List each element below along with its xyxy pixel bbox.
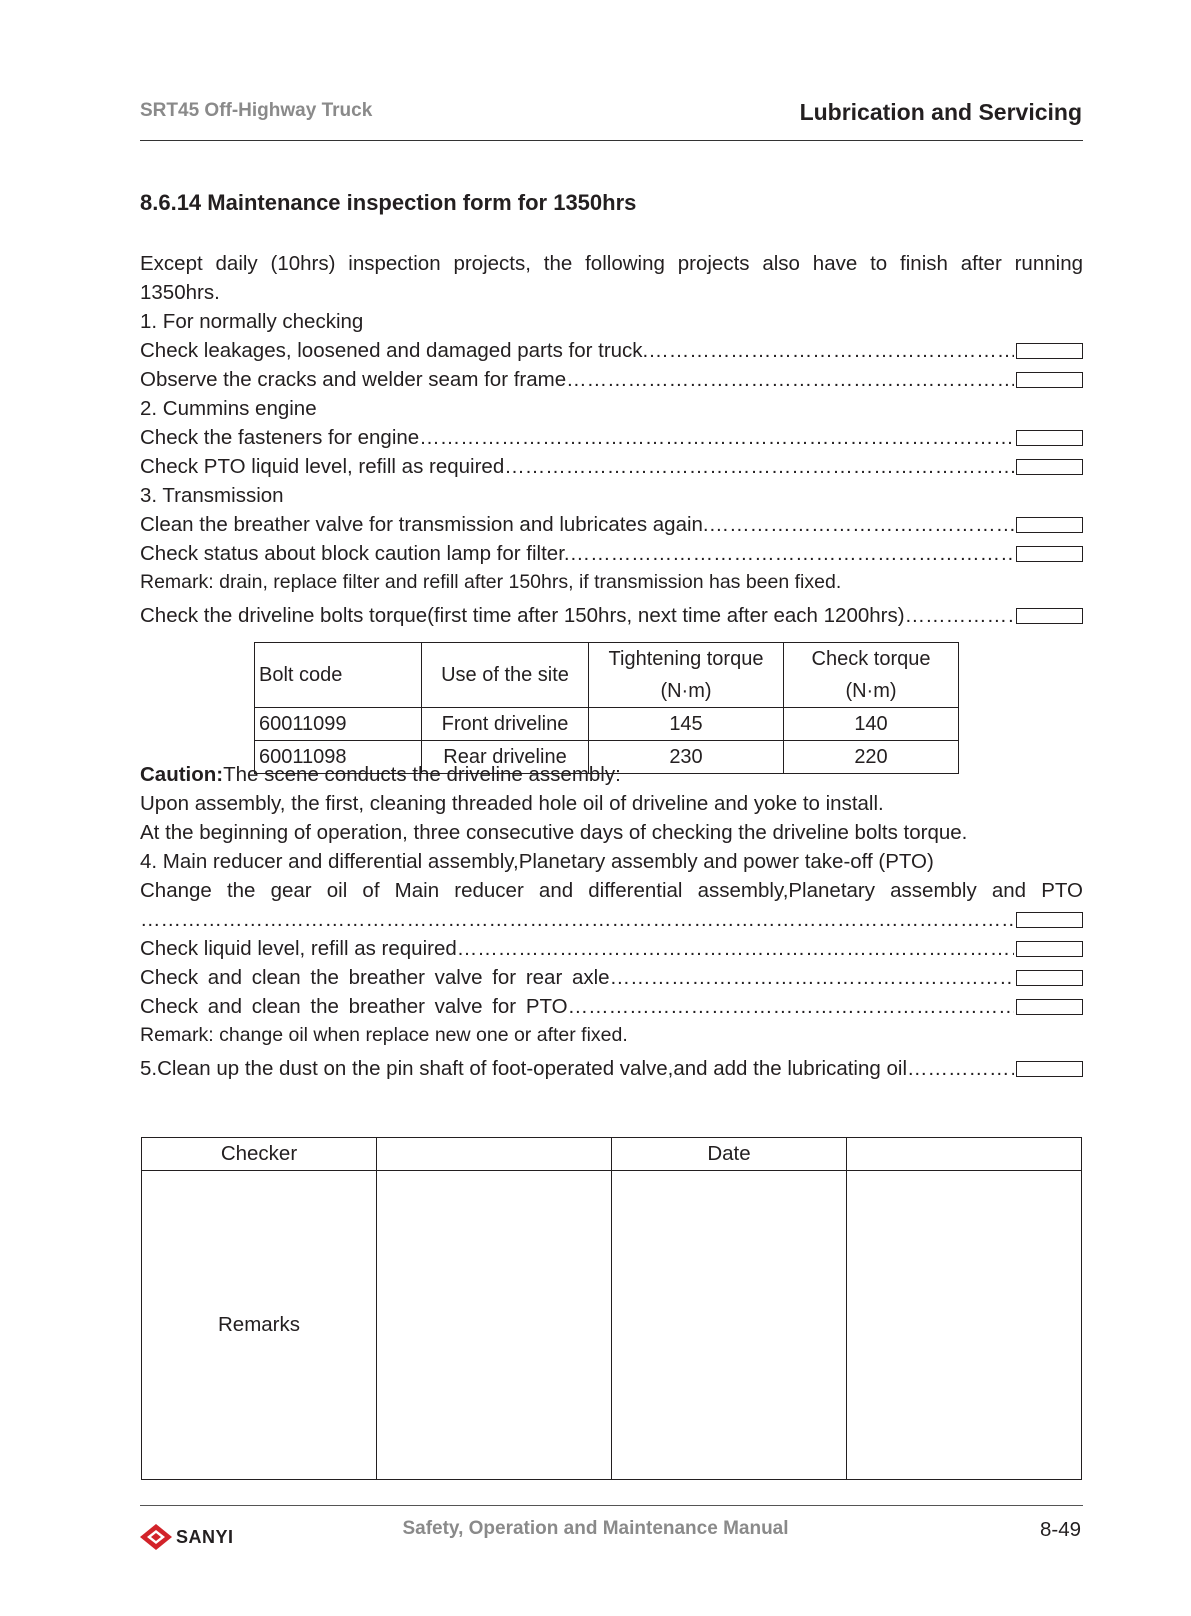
date-label: Date (612, 1138, 847, 1171)
group-title-normal-checking: 1. For normally checking (140, 310, 364, 333)
section-title: 8.6.14 Maintenance inspection form for 1350hrs (140, 190, 637, 215)
check-torque-cell: 140 (784, 708, 959, 741)
remarks-field-2[interactable] (612, 1171, 847, 1480)
remarks-field-3[interactable] (847, 1171, 1082, 1480)
group-title-transmission: 3. Transmission (140, 484, 284, 507)
table-row (255, 708, 959, 741)
use-of-site-cell: Front driveline (422, 708, 589, 741)
intro-line-2: 1350hrs. (140, 281, 220, 304)
sign-off-table (141, 1137, 1082, 1480)
check-item-caution-lamp: Check status about block caution lamp for filter. …………………………………………………………………………………………………………………………………………………………………………………………………………………………… (140, 539, 1083, 568)
header-tightening-torque: Tightening torque (N·m) (589, 643, 784, 708)
header-divider (140, 140, 1083, 141)
remark-change-oil: Remark: change oil when replace new one or after fixed. (140, 1024, 628, 1046)
date-value-field[interactable] (847, 1138, 1082, 1171)
check-item-breather-pto: Check and clean the breather valve for PTO …………………………………………………………………………………………………………………………………………………………………………………………………………………………… (140, 992, 1083, 1021)
checkbox-engine-fasteners[interactable] (1016, 430, 1083, 446)
checkbox-caution-lamp[interactable] (1016, 546, 1083, 562)
header-use-of-site: Use of the site (422, 643, 589, 708)
remarks-label: Remarks (142, 1171, 377, 1480)
check-item-leakages: Check leakages, loosened and damaged parts for truck. …………………………………………………………………………………………………………………………………………………………………………………………………………………………… (140, 336, 1083, 365)
checkbox-change-gear-oil[interactable] (1016, 912, 1083, 928)
header-chapter-title: Lubrication and Servicing (799, 99, 1082, 125)
sanyi-logo-text: SANYI (176, 1526, 234, 1547)
checkbox-driveline-bolts[interactable] (1016, 608, 1083, 624)
tightening-torque-cell: 145 (589, 708, 784, 741)
header-check-torque: Check torque (N·m) (784, 643, 959, 708)
checker-label: Checker (142, 1138, 377, 1171)
header-bolt-code: Bolt code (255, 643, 422, 708)
check-item-breather-rear-axle: Check and clean the breather valve for rear axle …………………………………………………………………………………………………………………………………………………………………………………………………………………………… (140, 963, 1083, 992)
check-item-pto-liquid: Check PTO liquid level, refill as required …………………………………………………………………………………………………………………………………………………………………………………………………………………………… (140, 452, 1083, 481)
check-item-engine-fasteners: Check the fasteners for engine …………………………………………………………………………………………………………………………………………………………………………………………………………………………… (140, 423, 1083, 452)
check-item-breather-valve-transmission: Clean the breather valve for transmission and lubricates again. …………………………………………………………………………………………………………………………………………………………………………………………………………………………… (140, 510, 1083, 539)
check-torque-cell: 220 (784, 741, 959, 774)
checkbox-breather-rear-axle[interactable] (1016, 970, 1083, 986)
checkbox-foot-valve[interactable] (1016, 1061, 1083, 1077)
remarks-field-1[interactable] (377, 1171, 612, 1480)
bolt-code-cell: 60011098 (255, 741, 422, 774)
intro-paragraph (140, 249, 1083, 278)
checkbox-breather-pto[interactable] (1016, 999, 1083, 1015)
torque-table-header (255, 643, 959, 708)
checker-value-field[interactable] (377, 1138, 612, 1171)
header-document-title: SRT45 Off-Highway Truck (140, 100, 373, 121)
checkbox-breather-valve-transmission[interactable] (1016, 517, 1083, 533)
footer-divider (140, 1505, 1083, 1506)
check-item-change-gear-oil (140, 905, 1083, 934)
checkbox-frame-cracks[interactable] (1016, 372, 1083, 388)
check-item-liquid-level: Check liquid level, refill as required …………………………………………………………………………………………………………………………………………………………………………………………………………………………… (140, 934, 1083, 963)
caution-line (140, 760, 1083, 789)
page-number: 8-49 (1039, 1518, 1081, 1541)
intro-text: Except daily (10hrs) inspection projects, the following projects also have to finish after running (140, 252, 1083, 275)
caution-detail-1: Upon assembly, the first, cleaning threaded hole oil of driveline and yoke to install. (140, 792, 884, 815)
caution-text: The scene conducts the driveline assembly: (223, 763, 621, 786)
footer-manual-title: Safety, Operation and Maintenance Manual (402, 1518, 789, 1539)
remark-transmission: Remark: drain, replace filter and refill after 150hrs, if transmission has been fixed. (140, 571, 842, 593)
group-title-cummins-engine: 2. Cummins engine (140, 397, 317, 420)
check-item-driveline-bolts: Check the driveline bolts torque(first time after 150hrs, next time after each 1200hrs) …………………………………………………………………………………………………………………………………………………………………………………………………………………………… (140, 601, 1083, 630)
tightening-torque-cell: 230 (589, 741, 784, 774)
check-item-foot-valve: 5.Clean up the dust on the pin shaft of foot-operated valve,and add the lubricating oil …………………………………………………………………………………………………………………………………………………………………………………………………………………………… (140, 1054, 1083, 1083)
checkbox-pto-liquid[interactable] (1016, 459, 1083, 475)
use-of-site-cell: Rear driveline (422, 741, 589, 774)
change-gear-oil-text: Change the gear oil of Main reducer and differential assembly,Planetary assembly and PTO (140, 879, 1083, 902)
group-title-main-reducer: 4. Main reducer and differential assembly,Planetary assembly and power take-off (PTO) (140, 850, 934, 873)
checkbox-liquid-level[interactable] (1016, 941, 1083, 957)
check-item-frame-cracks: Observe the cracks and welder seam for frame …………………………………………………………………………………………………………………………………………………………………………………………………………………………… (140, 365, 1083, 394)
caution-detail-2: At the beginning of operation, three consecutive days of checking the driveline bolts torque. (140, 821, 968, 844)
checkbox-leakages[interactable] (1016, 343, 1083, 359)
caution-label: Caution: (140, 763, 224, 786)
bolt-code-cell: 60011099 (255, 708, 422, 741)
torque-table (254, 642, 959, 774)
